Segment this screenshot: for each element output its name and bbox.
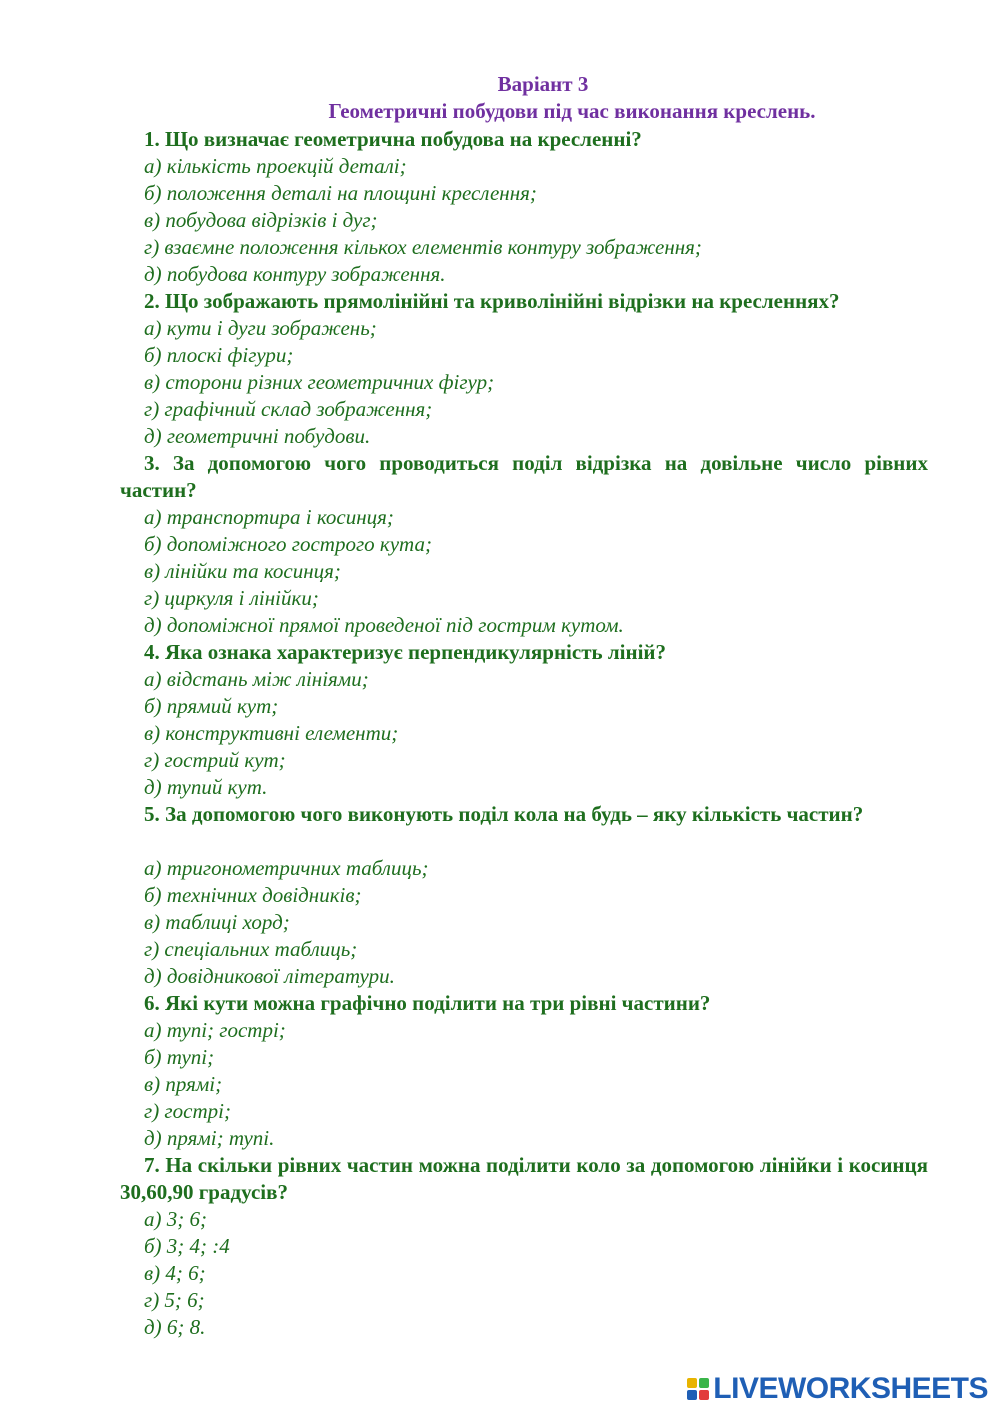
option-4d[interactable]: г) гострий кут; — [144, 748, 286, 772]
option-7a[interactable]: а) 3; 6; — [144, 1207, 207, 1231]
option-4b[interactable]: б) прямий кут; — [144, 694, 279, 718]
option-1b[interactable]: б) положення деталі на площині креслення; — [144, 181, 537, 205]
option-1a[interactable]: а) кількість проекцій деталі; — [144, 154, 407, 178]
option-6e[interactable]: д) прямі; тупі. — [144, 1126, 275, 1150]
question-3: 3. За допомогою чого проводиться поділ відрізка на довільне число рівних частин? — [120, 451, 928, 502]
option-2e[interactable]: д) геометричні побудови. — [144, 424, 371, 448]
question-5: 5. За допомогою чого виконують поділ кола на будь – яку кількість частин? — [144, 802, 864, 826]
option-1d[interactable]: г) взаємне положення кількох елементів контуру зображення; — [144, 235, 702, 259]
option-6c[interactable]: в) прямі; — [144, 1072, 223, 1096]
option-2a[interactable]: а) кути і дуги зображень; — [144, 316, 377, 340]
variant-title: Варіант 3 — [497, 72, 589, 96]
option-7c[interactable]: в) 4; 6; — [144, 1261, 206, 1285]
option-4a[interactable]: а) відстань між лініями; — [144, 667, 369, 691]
option-3a[interactable]: а) транспортира і косинця; — [144, 505, 394, 529]
question-7: 7. На скільки рівних частин можна поділити коло за допомогою лінійки і косинця 30,60,90 градусів? — [120, 1153, 928, 1204]
option-2d[interactable]: г) графічний склад зображення; — [144, 397, 433, 421]
option-6d[interactable]: г) гострі; — [144, 1099, 231, 1123]
option-1e[interactable]: д) побудова контуру зображення. — [144, 262, 446, 286]
option-2b[interactable]: б) плоскі фігури; — [144, 343, 294, 367]
option-5a[interactable]: а) тригонометричних таблиць; — [144, 856, 429, 880]
question-6: 6. Які кути можна графічно поділити на три рівні частини? — [144, 991, 711, 1015]
option-5d[interactable]: г) спеціальних таблиць; — [144, 937, 358, 961]
option-7e[interactable]: д) 6; 8. — [144, 1315, 206, 1339]
question-2: 2. Що зображають прямолінійні та криволінійні відрізки на кресленнях? — [144, 289, 840, 313]
option-3d[interactable]: г) циркуля і лінійки; — [144, 586, 319, 610]
option-3b[interactable]: б) допоміжного гострого кута; — [144, 532, 432, 556]
option-1c[interactable]: в) побудова відрізків і дуг; — [144, 208, 378, 232]
option-7b[interactable]: б) 3; 4; :4 — [144, 1234, 230, 1258]
option-5c[interactable]: в) таблиці хорд; — [144, 910, 290, 934]
question-1: 1. Що визначає геометрична побудова на кресленні? — [144, 127, 642, 151]
option-6b[interactable]: б) тупі; — [144, 1045, 215, 1069]
option-5e[interactable]: д) довідникової літератури. — [144, 964, 395, 988]
option-5b[interactable]: б) технічних довідників; — [144, 883, 362, 907]
option-3e[interactable]: д) допоміжної прямої проведеної під гострим кутом. — [144, 613, 624, 637]
liveworksheets-logo-icon — [687, 1378, 709, 1400]
worksheet-subtitle: Геометричні побудови під час виконання креслень. — [328, 99, 816, 123]
option-4e[interactable]: д) тупий кут. — [144, 775, 268, 799]
logo-text: LIVEWORKSHEETS — [713, 1372, 988, 1405]
question-4: 4. Яка ознака характеризує перпендикулярність ліній? — [144, 640, 667, 664]
option-2c[interactable]: в) сторони різних геометричних фігур; — [144, 370, 495, 394]
liveworksheets-logo[interactable] — [687, 1372, 988, 1406]
option-6a[interactable]: а) тупі; гострі; — [144, 1018, 286, 1042]
option-3c[interactable]: в) лінійки та косинця; — [144, 559, 341, 583]
option-7d[interactable]: г) 5; 6; — [144, 1288, 205, 1312]
option-4c[interactable]: в) конструктивні елементи; — [144, 721, 399, 745]
